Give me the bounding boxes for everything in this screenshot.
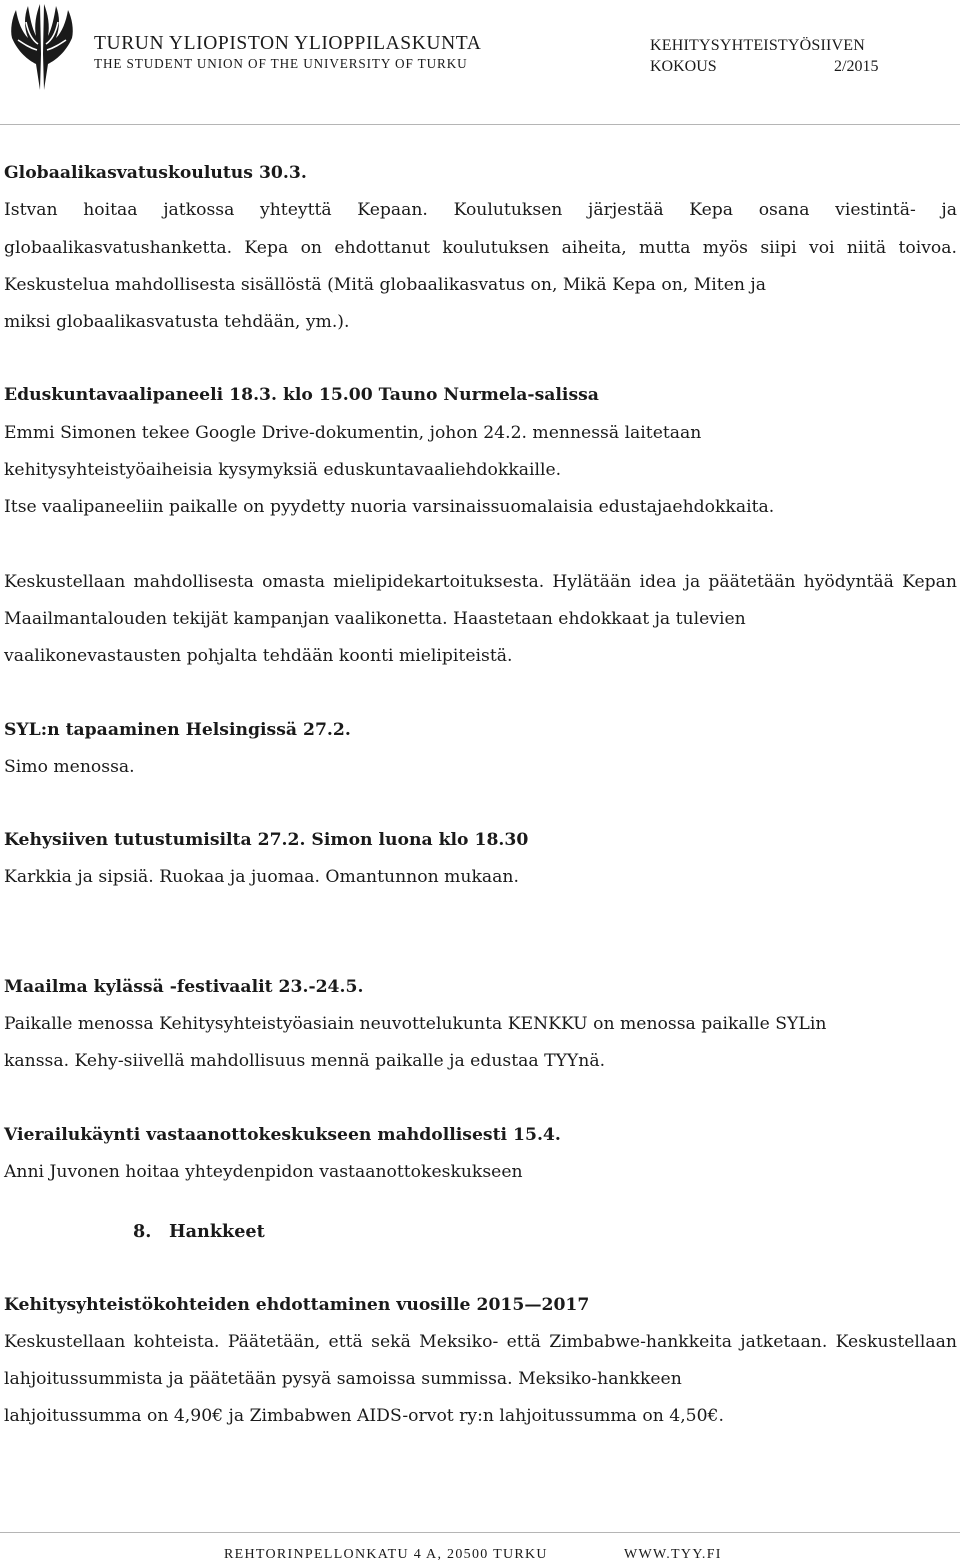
section-heading: Kehysiiven tutustumisilta 27.2. Simon luona klo 18.30 xyxy=(4,830,529,851)
paragraph-last-line: vaalikonevastausten pohjalta tehdään koonti mielipiteistä. xyxy=(4,646,513,667)
section-vierailukaynti xyxy=(4,1117,957,1192)
section-heading: SYL:n tapaaminen Helsingissä 27.2. xyxy=(4,719,351,740)
document-type: KOKOUS xyxy=(650,58,717,75)
wing-emblem-icon xyxy=(6,4,78,90)
footer-address: REHTORINPELLONKATU 4 A, 20500 TURKU xyxy=(224,1547,548,1562)
section-heading: Kehitysyhteistökohteiden ehdottaminen vuosille 2015—2017 xyxy=(4,1294,590,1315)
paragraph: Itse vaalipaneeliin paikalle on pyydetty nuoria varsinaissuomalaisia edustajaehdokkaita. xyxy=(4,497,775,518)
spacer xyxy=(4,341,957,377)
spacer xyxy=(4,676,957,712)
document-number: 2/2015 xyxy=(834,58,879,75)
section-number: 8. xyxy=(133,1221,152,1243)
paragraph-last-line: miksi globaalikasvatusta tehdään, ym.). xyxy=(4,312,350,333)
section-kohteet xyxy=(4,1287,957,1436)
paragraph: Keskustellaan mahdollisesta omasta mielipidekartoituksesta. Hylätään idea ja päätetään hyödyntää Kepan Maailmantalouden tekijät kampanjan vaalikonetta. Haastetaan ehdokkaat ja tulevien xyxy=(4,571,957,629)
section-heading: Maailma kylässä -festivaalit 23.-24.5. xyxy=(4,976,364,997)
section-eduskuntavaalipaneeli xyxy=(4,377,957,675)
spacer xyxy=(4,527,957,564)
paragraph-last-line: kehitysyhteistyöaiheisia kysymyksiä eduskuntavaaliehdokkaille. xyxy=(4,460,562,481)
paragraph: Karkkia ja sipsiä. Ruokaa ja juomaa. Omantunnon mukaan. xyxy=(4,867,519,888)
footer-website: WWW.TYY.FI xyxy=(624,1547,722,1562)
spacer xyxy=(4,897,957,969)
paragraph-last-line: kanssa. Kehy-siivellä mahdollisuus mennä paikalle ja edustaa TYYnä. xyxy=(4,1051,606,1072)
section-kehysiiven-tutustumisilta xyxy=(4,822,957,897)
footer-divider xyxy=(0,1532,960,1533)
document-body xyxy=(4,155,957,1436)
org-name-finnish: TURUN YLIOPISTON YLIOPPILASKUNTA xyxy=(94,33,482,54)
document-title: KEHITYSYHTEISTYÖSIIVEN xyxy=(650,37,866,54)
paragraph: Anni Juvonen hoitaa yhteydenpidon vastaanottokeskukseen xyxy=(4,1161,523,1182)
spacer xyxy=(4,1251,957,1287)
org-name-english: THE STUDENT UNION OF THE UNIVERSITY OF TURKU xyxy=(94,56,468,71)
paragraph-last-line: lahjoitussumma on 4,90€ ja Zimbabwen AIDS-orvot ry:n lahjoitussumma on 4,50€. xyxy=(4,1406,724,1427)
header-divider xyxy=(0,124,960,125)
spacer xyxy=(4,786,957,822)
section-heading: Eduskuntavaalipaneeli 18.3. klo 15.00 Tauno Nurmela-salissa xyxy=(4,385,599,406)
spacer xyxy=(4,1081,957,1117)
page-header xyxy=(0,0,960,125)
section-heading: Globaalikasvatuskoulutus 30.3. xyxy=(4,163,307,183)
section-title: Hankkeet xyxy=(169,1221,265,1243)
paragraph: Simo menossa. xyxy=(4,756,135,777)
paragraph: Emmi Simonen tekee Google Drive-dokumentin, johon 24.2. mennessä laitetaan xyxy=(4,422,702,443)
paragraph: Istvan hoitaa jatkossa yhteyttä Kepaan. Koulutuksen järjestää Kepa osana viestintä- ja globaalikasvatushanketta. Kepa on ehdottanut koulutuksen aiheita, mutta myös siipi voi niitä toivoa. Keskustelua mahdollisesta sisällöstä (Mitä globaalikasvatus on, Mikä Kepa on, Miten ja xyxy=(4,200,957,295)
section-heading: Vierailukäynti vastaanottokeskukseen mahdollisesti 15.4. xyxy=(4,1124,561,1145)
section-maailma-kylassa xyxy=(4,969,957,1081)
numbered-section-heading xyxy=(4,1213,957,1250)
section-syl-tapaaminen xyxy=(4,712,957,787)
spacer xyxy=(4,1191,957,1213)
section-globaalikasvatus xyxy=(4,155,957,341)
paragraph: Keskustellaan kohteista. Päätetään, että sekä Meksiko- että Zimbabwe-hankkeita jatketaan. Keskustellaan lahjoitussummista ja päätetään pysyä samoissa summissa. Meksiko-hankkeen xyxy=(4,1331,957,1390)
paragraph: Paikalle menossa Kehitysyhteistyöasiain neuvottelukunta KENKKU on menossa paikalle SYLin xyxy=(4,1014,827,1035)
